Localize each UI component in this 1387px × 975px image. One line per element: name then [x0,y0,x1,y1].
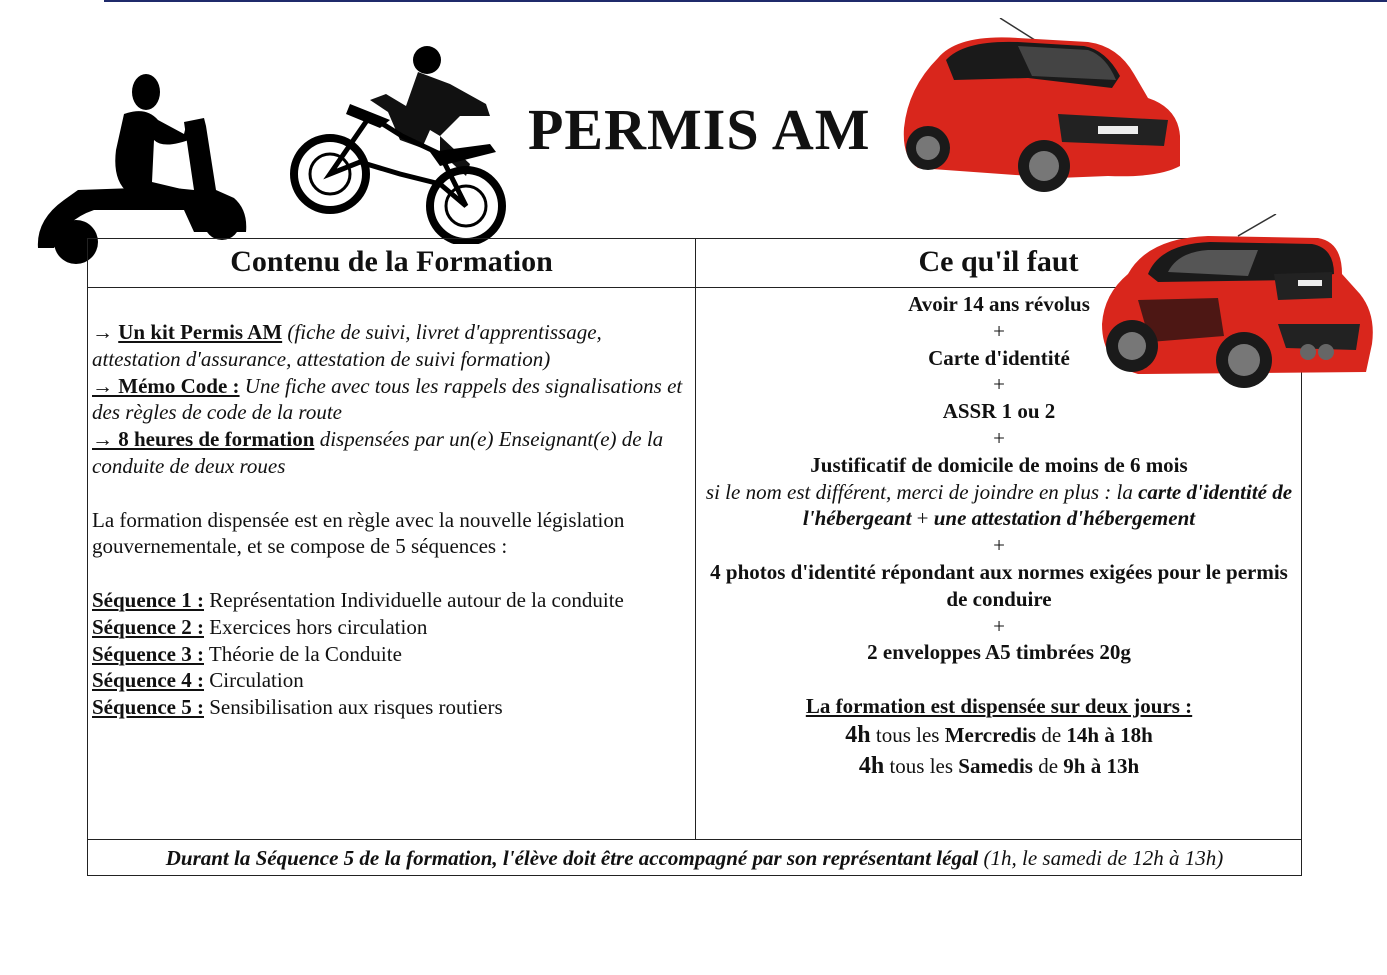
address-note-host-id: carte d'identité de l'hébergeant [802,479,1293,531]
requirement-address-proof: Justificatif de domicile de moins de 6 mois [810,452,1188,477]
schedule-hours: 4h [858,752,885,779]
sequence-label: Séquence 3 : [92,641,204,666]
formation-content [92,319,692,721]
sequence-item [92,694,692,721]
address-note-attestation: une attestation d'hébergement [933,506,1196,531]
right-column-header: Ce qu'il faut [918,245,1079,278]
schedule-text: tous les [884,753,959,778]
arrow-icon: → [92,320,113,344]
schedule-text: tous les [870,722,945,747]
red-car-rear-image [1098,214,1378,390]
sequence-item [92,587,692,614]
schedule-day: Samedis [958,753,1033,778]
plus-sign: + [993,533,1005,558]
plus-sign: + [993,425,1005,450]
memo-label: → Mémo Code : [92,373,240,398]
address-note-plus: + [911,506,934,531]
hours-description: dispensées par un(e) Enseignant(e) de la conduite de deux roues [92,427,664,478]
hours-item [92,426,692,480]
column-divider [695,239,696,839]
schedule-time: 14h à 18h [1066,722,1153,747]
red-car-front-image [898,18,1188,200]
plus-sign: + [993,613,1005,638]
page-title: PERMIS AM [528,97,871,162]
sequence-text: Représentation Individuelle autour de la conduite [209,587,624,612]
sequence-item [92,614,692,641]
sequence-label: Séquence 4 : [92,668,204,693]
schedule-text: de [1036,722,1067,747]
footer-divider [88,839,1301,840]
kit-description: (fiche de suivi, livret d'apprentissage, attestation d'assurance, attestation de suivi formation) [92,320,602,371]
footer-detail: (1h, le samedi de 12h à 13h) [978,846,1224,870]
left-column-header: Contenu de la Formation [230,245,553,278]
sequence-text: Circulation [209,668,304,693]
sequence-label: Séquence 2 : [92,614,204,639]
sequence-text: Théorie de la Conduite [208,641,402,666]
schedule-time: 9h à 13h [1063,753,1140,778]
footer-note [88,843,1301,873]
plus-sign: + [993,372,1005,397]
memo-item [92,373,692,427]
requirement-age: Avoir 14 ans révolus [908,292,1090,316]
schedule-day: Mercredis [944,722,1037,747]
sequence-label: Séquence 5 : [92,695,204,720]
requirement-id: Carte d'identité [928,345,1070,370]
requirement-assr: ASSR 1 ou 2 [942,399,1056,424]
requirement-photos: 4 photos d'identité répondant aux normes exigées pour le permis de conduire [710,559,1288,611]
sequence-text: Exercices hors circulation [209,614,428,639]
intro-text: La formation dispensée est en règle avec la nouvelle législation gouvernementale, et se compose de 5 séquences : [92,507,625,559]
address-note-text: si le nom est différent, merci de joindre en plus : la [705,479,1133,504]
schedule-text: de [1032,753,1064,778]
address-note [700,479,1298,533]
schedule-wednesday [700,720,1298,751]
requirement-envelopes: 2 enveloppes A5 timbrées 20g [867,640,1131,665]
kit-label: Un kit Permis AM [118,320,283,344]
sequence-item [92,641,692,668]
top-rule [104,0,1387,2]
motocross-rider-image [290,44,510,244]
schedule-title: La formation est dispensée sur deux jours : [805,693,1193,718]
kit-item [92,319,692,373]
plus-sign: + [993,318,1005,343]
sequence-text: Sensibilisation aux risques routiers [209,695,503,720]
schedule-saturday [700,751,1298,782]
sequence-item [92,667,692,694]
sequence-label: Séquence 1 : [92,587,204,612]
memo-description: Une fiche avec tous les rappels des signalisations et des règles de code de la route [92,373,683,425]
footer-bold: Durant la Séquence 5 de la formation, l'élève doit être accompagné par son représentant légal [165,846,979,870]
hours-label: → 8 heures de formation [92,427,315,452]
schedule-hours: 4h [845,721,871,748]
